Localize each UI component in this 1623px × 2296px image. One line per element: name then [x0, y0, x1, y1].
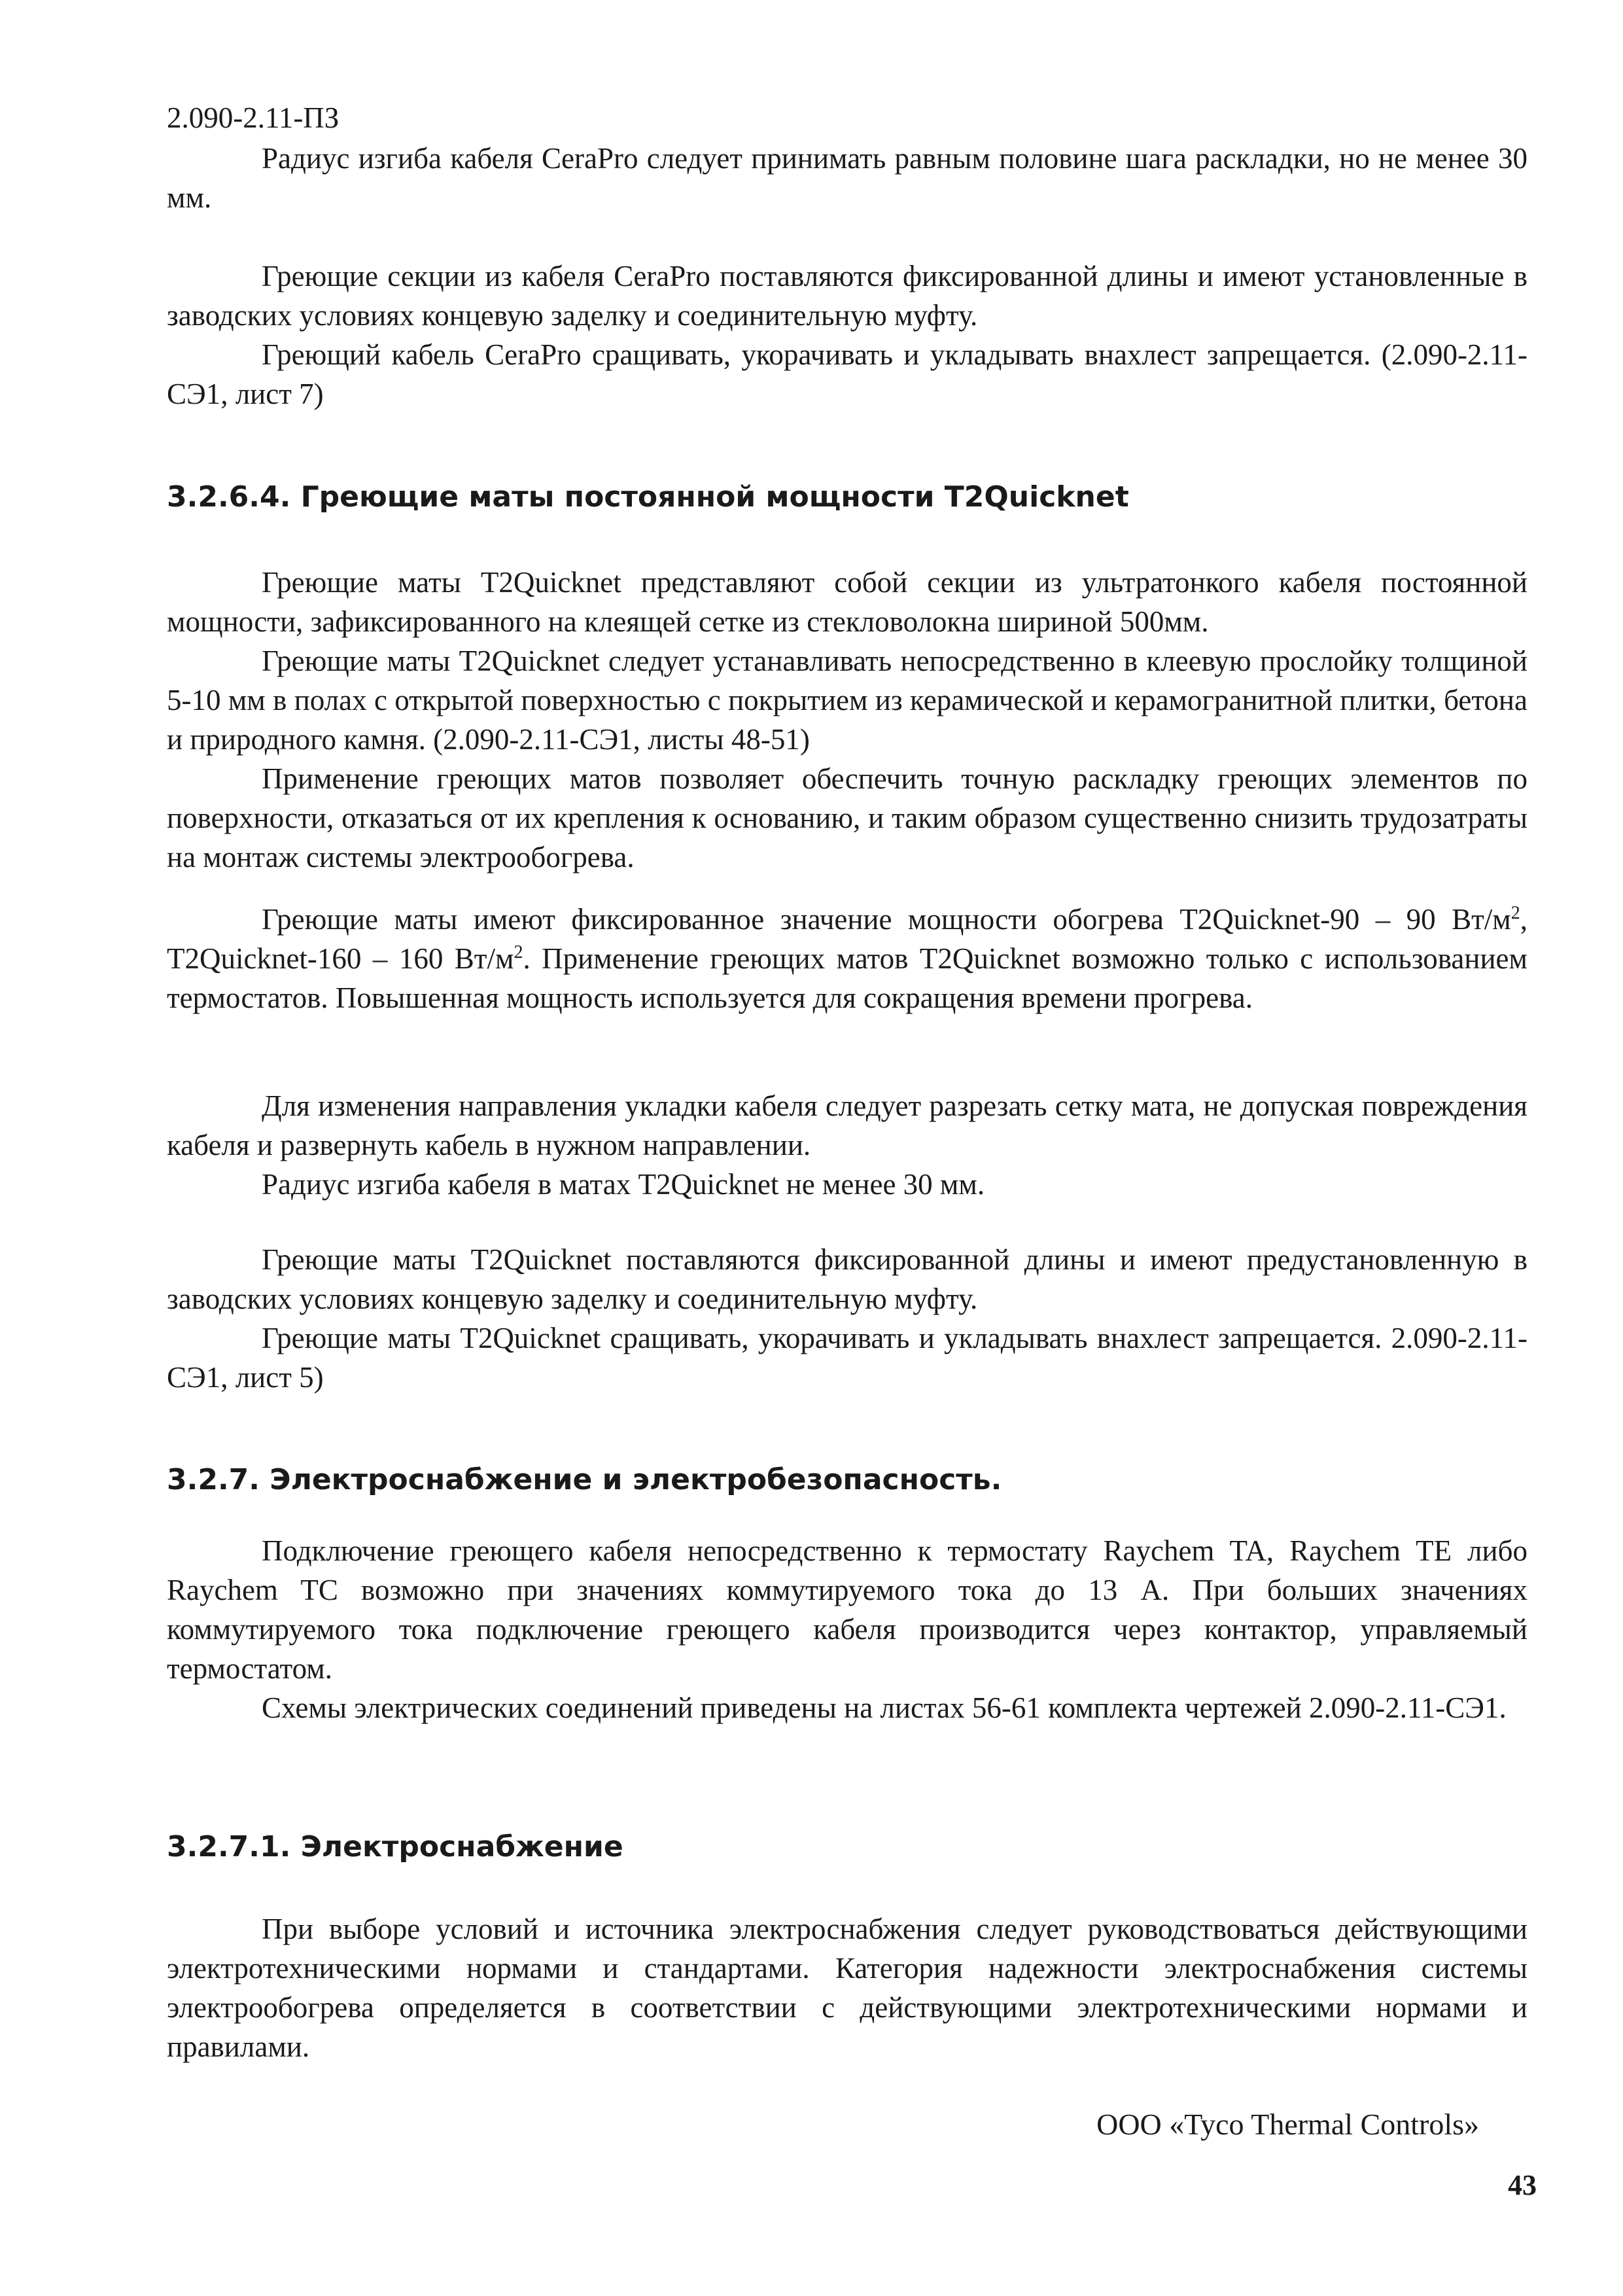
paragraph-bend-radius: Радиус изгиба кабеля CeraPro следует принимать равным половине шага раскладки, но не менее 30 мм. [167, 142, 1527, 214]
document-code: 2.090-2.11-ПЗ [167, 101, 340, 134]
section-heading-3-2-6-4: 3.2.6.4. Греющие маты постоянной мощности T2Quicknet [167, 480, 1129, 514]
paragraph-mats-bend-radius: Радиус изгиба кабеля в матах T2Quicknet не менее 30 мм. [262, 1168, 985, 1201]
paragraph-splicing-prohibited: Греющий кабель CeraPro сращивать, укорачивать и укладывать внахлест запрещается. (2.090-2.11-СЭ1, лист 7) [167, 338, 1527, 410]
section-heading-3-2-7: 3.2.7. Электроснабжение и электробезопасность. [167, 1463, 1002, 1496]
paragraph-mats-splicing-prohibited: Греющие маты T2Quicknet сращивать, укорачивать и укладывать внахлест запрещается. 2.090-2.11-СЭ1, лист 5) [167, 1322, 1527, 1394]
section-3-2-6-4-block-1 [167, 563, 1527, 877]
paragraph-fixed-length-sections: Греющие секции из кабеля CeraPro поставляются фиксированной длины и имеют установленные в заводских условиях концевую заделку и соединительную муфту. [167, 260, 1527, 332]
paragraph-power-supply-conditions: При выборе условий и источника электроснабжения следует руководствоваться действующими электротехническими нормами и стандартами. Категория надежности электроснабжения системы электрообогрева определяется в соответствии с действующими электротехническими нормами и правилами. [167, 1913, 1527, 2063]
intro-bend-radius-paragraph-block [167, 139, 1527, 217]
footer-company-name: ООО «Tyco Thermal Controls» [1096, 2108, 1479, 2141]
section-3-2-7-block [167, 1531, 1527, 1727]
intro-supply-paragraph-block [167, 256, 1527, 414]
paragraph-mats-supply: Греющие маты T2Quicknet поставляются фиксированной длины и имеют предустановленную в заводских условиях концевую заделку и соединительную муфту. [167, 1243, 1527, 1315]
paragraph-thermostat-connection: Подключение греющего кабеля непосредственно к термостату Raychem TA, Raychem TE либо Raychem TC возможно при значениях коммутируемого тока до 13 А. При больших значениях коммутируемого тока подключение греющего кабеля производится через контактор, управляемый термостатом. [167, 1534, 1527, 1685]
section-3-2-6-4-block-3 [167, 1086, 1527, 1204]
section-heading-3-2-7-1: 3.2.7.1. Электроснабжение [167, 1830, 623, 1863]
paragraph-mats-direction-change: Для изменения направления укладки кабеля следует разрезать сетку мата, не допуская повреждения кабеля и развернуть кабель в нужном направлении. [167, 1089, 1527, 1161]
page-number: 43 [1508, 2169, 1537, 2201]
section-3-2-6-4-block-4 [167, 1240, 1527, 1397]
section-3-2-7-1-block [167, 1909, 1527, 2066]
section-3-2-6-4-block-2 [167, 900, 1527, 1017]
paragraph-wiring-diagrams: Схемы электрических соединений приведены на листах 56-61 комплекта чертежей 2.090-2.11-СЭ1. [262, 1691, 1507, 1724]
paragraph-mats-installation: Греющие маты T2Quicknet следует устанавливать непосредственно в клеевую прослойку толщиной 5-10 мм в полах с открытой поверхностью с покрытием из керамической и керамогранитной плитки, бетона и природного камня. (2.090-2.11-СЭ1, листы 48-51) [167, 645, 1527, 756]
paragraph-mats-benefits: Применение греющих матов позволяет обеспечить точную раскладку греющих элементов по поверхности, отказаться от их крепления к основанию, и таким образом существенно снизить трудозатраты на монтаж системы электрообогрева. [167, 762, 1527, 874]
paragraph-mats-description: Греющие маты T2Quicknet представляют собой секции из ультратонкого кабеля постоянной мощности, зафиксированного на клеящей сетке из стекловолокна шириной 500мм. [167, 566, 1527, 638]
paragraph-mats-power: Греющие маты имеют фиксированное значение мощности обогрева T2Quicknet-90 – 90 $Вт/м^2$, T2Quicknet-160 – 160 $Вт/м^2$. Применение греющих матов T2Quicknet возможно только с использованием термостатов. Повышенная мощность используется для сокращения времени прогрева. [167, 903, 1527, 1014]
